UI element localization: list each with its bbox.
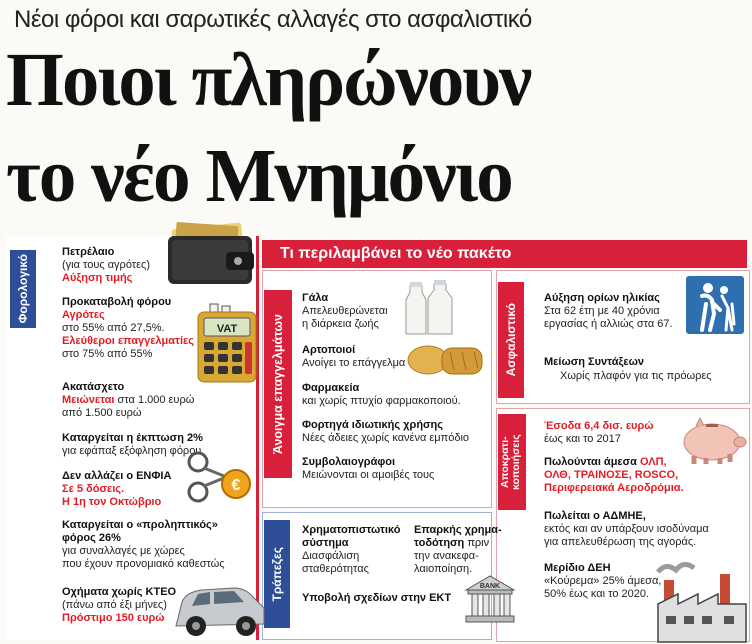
headline-line-1: Ποιοι πληρώνουν	[6, 38, 531, 122]
fiscal-item-title: φόρος 26%	[62, 532, 121, 544]
fiscal-item-line: για συναλλαγές με χώρες	[62, 545, 185, 557]
fiscal-item-title: Καταργείται η έκπτωση 2%	[62, 432, 203, 444]
insurance-item-line: εργασίας ή αλλιώς στα 67.	[544, 318, 673, 330]
banks-footer: Υποβολή σχεδίων στην ΕΚΤ	[302, 592, 452, 604]
privatization-title: Μερίδιο ΔΕΗ	[544, 562, 611, 574]
professions-item-title: Συμβολαιογράφοι	[302, 456, 396, 468]
fiscal-item-highlight: Η 1η τον Οκτώβριο	[62, 496, 162, 508]
insurance-item-title: Αύξηση ορίων ηλικίας	[544, 292, 660, 304]
headline-line-2: το νέο Μνημόνιο	[6, 134, 512, 218]
privatization-line: έως και το 2017	[544, 433, 621, 445]
wallet-icon	[166, 222, 260, 288]
privatization-highlight: ΟΛΘ, ΤΡΑΙΝΟΣΕ, ROSCO,	[544, 469, 679, 481]
fiscal-item-title: Προκαταβολή φόρου	[62, 296, 172, 308]
svg-text:€: €	[231, 477, 241, 494]
banks-col2-inline: πριν	[464, 537, 490, 549]
fiscal-item-title: Πετρέλαιο	[62, 246, 115, 258]
banks-col1-title: Χρηματοπιστωτικό	[302, 524, 401, 536]
fiscal-item-line-rest: στα 1.000 ευρώ	[114, 394, 195, 406]
privatization-line: «Κούρεμα» 25% άμεσα,	[544, 575, 662, 587]
insurance-item-line: Χωρίς πλαφόν για τις πρόωρες	[560, 370, 712, 382]
scissors-euro-icon	[186, 450, 252, 506]
milk-bottles-icon	[402, 280, 458, 338]
piggy-bank-icon	[676, 414, 748, 466]
fiscal-item-highlight: Αύξηση τιμής	[62, 272, 133, 284]
factory-icon	[654, 560, 750, 642]
professions-item-line: Ανοίγει το επάγγελμα	[302, 357, 406, 369]
banks-col2-title-text: τοδότηση	[414, 537, 465, 549]
professions-item-line: η διάρκεια ζωής	[302, 318, 379, 330]
professions-label: Άνοιγμα επαγγελμάτων	[271, 313, 285, 455]
banks-col2-title: Επαρκής χρημα-	[414, 524, 502, 536]
fiscal-item-line: στο 55% από 27,5%.	[62, 322, 165, 334]
professions-item-line: Νέες άδειες χωρίς κανένα εμπόδιο	[302, 432, 470, 444]
professions-band	[264, 290, 292, 478]
banks-col1-line: Διασφάλιση	[302, 550, 360, 562]
fiscal-item-line: (πάνω από έξι μήνες)	[62, 599, 167, 611]
bread-icon	[406, 338, 486, 378]
banks-col2-line: την ανακεφα-	[414, 550, 479, 562]
banks-col1-line: σταθερότητας	[302, 563, 369, 575]
fiscal-item-line: (για τους αγρότες)	[62, 259, 150, 271]
insurance-item-title: Μείωση Συντάξεων	[544, 356, 645, 368]
banks-col1-title: σύστημα	[302, 537, 349, 549]
fiscal-item-highlight: Μειώνεται	[62, 394, 115, 406]
fiscal-item-highlight: Αγρότες	[62, 309, 105, 321]
banks-label: Τράπεζες	[270, 546, 284, 602]
fiscal-item-title: Ακατάσχετο	[62, 381, 125, 393]
privatization-band	[498, 414, 526, 510]
elderly-sign-icon	[684, 274, 746, 336]
professions-item-line: Απελευθερώνεται	[302, 305, 388, 317]
privatization-line: για απελευθέρωση της αγοράς.	[544, 536, 697, 548]
bank-label: BANK	[479, 583, 501, 590]
fiscal-band	[10, 250, 36, 328]
fiscal-item-line: από 1.500 ευρώ	[62, 407, 142, 419]
package-banner: Τι περιλαμβάνει το νέο πακέτο	[262, 240, 747, 268]
insurance-label: Ασφαλιστικό	[504, 303, 518, 377]
banks-col2-line: λαιοποίηση.	[414, 563, 473, 575]
privatization-label: Αποκρατι-κοποιήσεις	[499, 434, 522, 490]
privatization-highlight: Περιφερειακά Αεροδρόμια.	[544, 482, 684, 494]
professions-item-title: Φορτηγά ιδιωτικής χρήσης	[302, 419, 443, 431]
fiscal-label: Φορολογικό	[16, 254, 30, 324]
calculator-label: VAT	[216, 323, 238, 335]
fiscal-item-title: Οχήματα χωρίς ΚΤΕΟ	[62, 586, 177, 598]
privatization-highlight: Έσοδα 6,4 δισ. ευρώ	[544, 420, 654, 432]
insurance-band	[498, 282, 524, 398]
privatization-title	[544, 456, 667, 469]
professions-item-title: Γάλα	[302, 292, 329, 304]
professions-item-title: Φαρμακεία	[302, 382, 360, 394]
fiscal-item-highlight: Πρόστιμο 150 ευρώ	[62, 612, 165, 624]
fiscal-item-line: για εφάπαξ εξόφληση φόρου	[62, 445, 202, 457]
privatization-title-text: Πωλούνται άμεσα	[544, 456, 637, 468]
calculator-icon	[196, 304, 258, 384]
kicker: Νέοι φόροι και σαρωτικές αλλαγές στο ασφαλιστικό	[14, 6, 532, 33]
professions-item-line: Μειώνονται οι αμοιβές τους	[302, 469, 435, 481]
banks-col2-title	[414, 537, 489, 550]
professions-item-title: Αρτοποιοί	[302, 344, 356, 356]
insurance-item-line: Στα 62 έτη με 40 χρόνια	[544, 305, 660, 317]
fiscal-item-highlight: Σε 5 δόσεις.	[62, 483, 125, 495]
privatization-title: Πωλείται ο ΑΔΜΗΕ,	[544, 510, 646, 522]
professions-item-line: και χωρίς πτυχίο φαρμακοποιού.	[302, 395, 461, 407]
fiscal-item-line: στο 75% από 55%	[62, 348, 153, 360]
fiscal-item-line	[62, 394, 194, 407]
car-icon	[172, 574, 268, 642]
fiscal-item-line: που έχουν προνομιακό καθεστώς	[62, 558, 225, 570]
fiscal-item-title: Δεν αλλάζει ο ΕΝΦΙΑ	[62, 470, 172, 482]
bank-building-icon	[464, 572, 516, 624]
fiscal-item-highlight: Ελεύθεροι επαγγελματίες	[62, 335, 194, 347]
privatization-highlight: ΟΛΠ,	[636, 456, 667, 468]
fiscal-item-title: Καταργείται ο «προληπτικός»	[62, 519, 218, 531]
privatization-line: εκτός και αν υπάρξουν ισοδύναμα	[544, 523, 709, 535]
privatization-line: 50% έως και το 2020.	[544, 588, 650, 600]
